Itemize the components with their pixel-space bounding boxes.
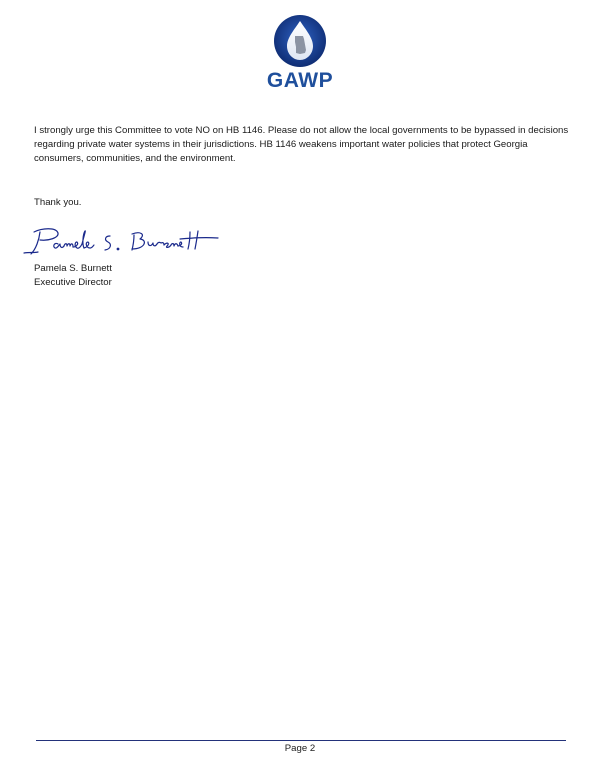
- water-drop-georgia-icon: [273, 14, 327, 68]
- page-number: Page 2: [284, 743, 316, 754]
- signer-name: Pamela S. Burnett: [34, 263, 112, 274]
- letter-paragraph: I strongly urge this Committee to vote NO on HB 1146. Please do not allow the local governments to be bypassed in decisions regarding private water systems in their jurisdictions. HB 1146 weakens important water policies that protect Georgia consumers, communities, and the environment.: [34, 125, 569, 164]
- signer-title: Executive Director: [34, 277, 112, 288]
- gawp-logo: [262, 14, 338, 94]
- logo-wordmark: GAWP: [266, 69, 334, 92]
- footer-divider: [36, 740, 566, 741]
- closing-text: Thank you.: [34, 197, 82, 208]
- handwritten-signature: [22, 222, 222, 260]
